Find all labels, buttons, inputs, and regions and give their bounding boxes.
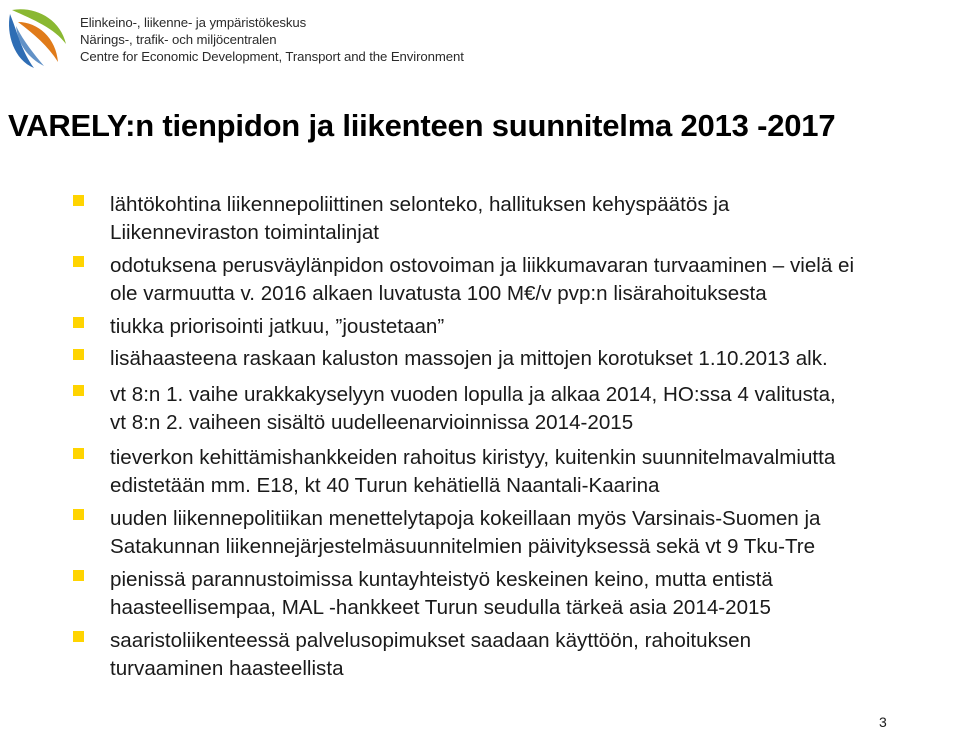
bullet-line: edistetään mm. E18, kt 40 Turun kehätiellä Naantali-Kaarina	[110, 474, 660, 497]
bullet-square-icon	[73, 448, 84, 459]
org-name-swedish: Närings-, trafik- och miljöcentralen	[80, 32, 277, 47]
bullet-line: haasteellisempaa, MAL -hankkeet Turun seudulla tärkeä asia 2014-2015	[110, 596, 771, 619]
bullet-line: pienissä parannustoimissa kuntayhteistyö keskeinen keino, mutta entistä	[110, 568, 773, 591]
bullet-line: uuden liikennepolitiikan menettelytapoja kokeillaan myös Varsinais-Suomen ja	[110, 507, 821, 530]
page-number: 3	[879, 714, 887, 730]
bullet-line: lähtökohtina liikennepoliittinen selonteko, hallituksen kehyspäätös ja	[110, 193, 730, 216]
bullet-line: odotuksena perusväylänpidon ostovoiman ja liikkumavaran turvaaminen – vielä ei	[110, 254, 855, 277]
bullet-line: turvaaminen haasteellista	[110, 657, 344, 680]
org-name-finnish: Elinkeino-, liikenne- ja ympäristökeskus	[80, 15, 307, 30]
org-name-english: Centre for Economic Development, Transport and the Environment	[80, 49, 464, 64]
bullet-line: saaristoliikenteessä palvelusopimukset saadaan käyttöön, rahoituksen	[110, 629, 752, 652]
bullet-square-icon	[73, 509, 84, 520]
bullet-line: tiukka priorisointi jatkuu, ”joustetaan”	[110, 315, 445, 338]
slide-title: VARELY:n tienpidon ja liikenteen suunnitelma 2013 -2017	[8, 108, 836, 143]
bullet-line: Satakunnan liikennejärjestelmäsuunnitelmien päivityksessä sekä vt 9 Tku-Tre	[110, 535, 816, 558]
bullet-line: ole varmuutta v. 2016 alkaen luvatusta 100 M€/v pvp:n lisärahoituksesta	[110, 282, 767, 305]
bullet-line: vt 8:n 2. vaiheen sisältö uudelleenarvioinnissa 2014-2015	[110, 411, 634, 434]
bullet-square-icon	[73, 631, 84, 642]
bullet-square-icon	[73, 317, 84, 328]
bullet-square-icon	[73, 385, 84, 396]
bullet-line: Liikenneviraston toimintalinjat	[110, 221, 380, 244]
bullet-square-icon	[73, 570, 84, 581]
bullet-square-icon	[73, 256, 84, 267]
bullet-square-icon	[73, 195, 84, 206]
bullet-square-icon	[73, 349, 84, 360]
bullet-line: lisähaasteena raskaan kaluston massojen ja mittojen korotukset 1.10.2013 alk.	[110, 347, 828, 370]
bullet-line: tieverkon kehittämishankkeiden rahoitus kiristyy, kuitenkin suunnitelmavalmiutta	[110, 446, 836, 469]
bullet-line: vt 8:n 1. vaihe urakkakyselyyn vuoden lopulla ja alkaa 2014, HO:ssa 4 valitusta,	[110, 383, 836, 406]
